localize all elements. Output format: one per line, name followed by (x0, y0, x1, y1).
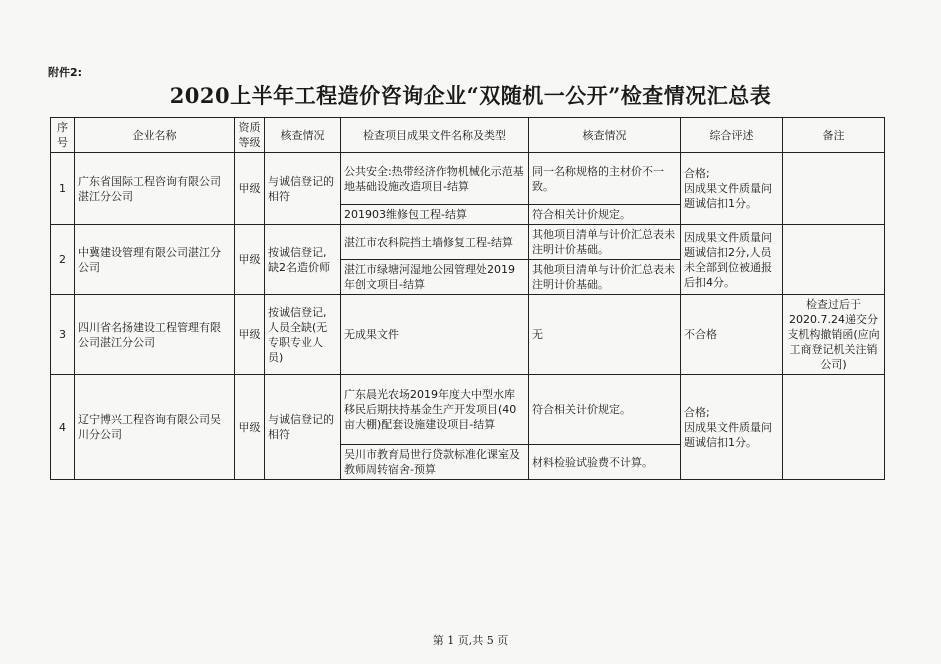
table-row (51, 295, 885, 375)
header-company: 企业名称 (75, 118, 235, 153)
cell-seq: 3 (51, 295, 75, 375)
cell-project-check: 无 (529, 295, 681, 375)
cell-project-check: 其他项目清单与计价汇总表未注明计价基础。 (529, 260, 681, 295)
cell-company: 辽宁博兴工程咨询有限公司吴川分公司 (75, 375, 235, 480)
cell-project-check: 其他项目清单与计价汇总表未注明计价基础。 (529, 225, 681, 260)
cell-company: 中冀建设管理有限公司湛江分公司 (75, 225, 235, 295)
cell-grade: 甲级 (235, 295, 265, 375)
cell-project-check: 材料检验试验费不计算。 (529, 445, 681, 480)
cell-remarks: 检查过后于2020.7.24递交分支机构撤销函(应向工商登记机关注销公司) (783, 295, 885, 375)
cell-company: 四川省名扬建设工程管理有限公司湛江分公司 (75, 295, 235, 375)
cell-project-check: 符合相关计价规定。 (529, 375, 681, 445)
cell-project-name: 吴川市教育局世行贷款标准化课室及教师周转宿舍-预算 (341, 445, 529, 480)
cell-project-name: 湛江市绿塘河湿地公园管理处2019年创文项目-结算 (341, 260, 529, 295)
cell-company: 广东省国际工程咨询有限公司湛江分公司 (75, 153, 235, 225)
table-row (51, 153, 885, 205)
cell-check1: 与诚信登记的相符 (265, 375, 341, 480)
cell-project-check: 符合相关计价规定。 (529, 205, 681, 225)
header-check2: 核查情况 (529, 118, 681, 153)
cell-remarks (783, 375, 885, 480)
cell-overall: 合格; 因成果文件质量问题诚信扣1分。 (681, 375, 783, 480)
cell-project-name: 广东晨光农场2019年度大中型水库移民后期扶持基金生产开发项目(40亩大棚)配套设施建设项目-结算 (341, 375, 529, 445)
header-remarks: 备注 (783, 118, 885, 153)
cell-remarks (783, 225, 885, 295)
cell-grade: 甲级 (235, 153, 265, 225)
table-header-row (51, 118, 885, 153)
cell-grade: 甲级 (235, 225, 265, 295)
cell-seq: 4 (51, 375, 75, 480)
cell-project-check: 同一名称规格的主材价不一致。 (529, 153, 681, 205)
cell-seq: 1 (51, 153, 75, 225)
cell-seq: 2 (51, 225, 75, 295)
header-overall: 综合评述 (681, 118, 783, 153)
attachment-label: 附件2: (48, 66, 83, 79)
page-number: 第 1 页,共 5 页 (432, 634, 509, 647)
cell-project-name: 湛江市农科院挡土墙修复工程-结算 (341, 225, 529, 260)
cell-check1: 与诚信登记的相符 (265, 153, 341, 225)
cell-remarks (783, 153, 885, 225)
table-row (51, 225, 885, 260)
cell-project-name: 无成果文件 (341, 295, 529, 375)
cell-check1: 按诚信登记,人员全缺(无专职专业人员) (265, 295, 341, 375)
page-title: 2020上半年工程造价咨询企业“双随机一公开”检查情况汇总表 (169, 83, 772, 108)
cell-project-name: 公共安全:热带经济作物机械化示范基地基础设施改造项目-结算 (341, 153, 529, 205)
cell-check1: 按诚信登记,缺2名造价师 (265, 225, 341, 295)
table-row (51, 375, 885, 445)
cell-overall: 因成果文件质量问题诚信扣2分,人员未全部到位被通报后扣4分。 (681, 225, 783, 295)
header-check1: 核查情况 (265, 118, 341, 153)
inspection-summary-table (50, 117, 885, 480)
cell-project-name: 201903维修包工程-结算 (341, 205, 529, 225)
header-project: 检查项目成果文件名称及类型 (341, 118, 529, 153)
cell-grade: 甲级 (235, 375, 265, 480)
cell-overall: 合格; 因成果文件质量问题诚信扣1分。 (681, 153, 783, 225)
cell-overall: 不合格 (681, 295, 783, 375)
header-grade: 资质等级 (235, 118, 265, 153)
header-seq: 序号 (51, 118, 75, 153)
